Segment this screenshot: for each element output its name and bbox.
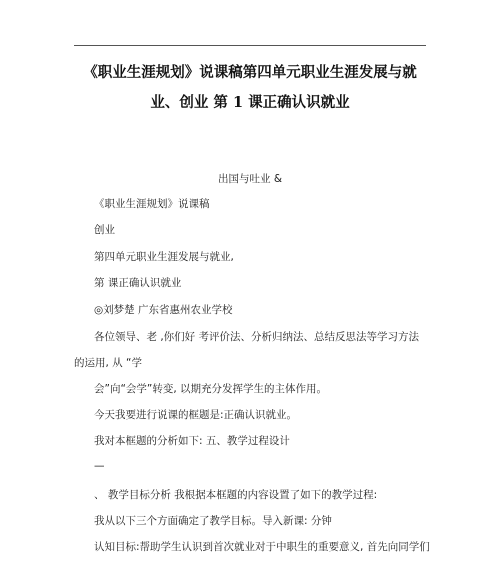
document-title bbox=[74, 58, 426, 118]
paragraph-learning-shift: 会”向“会学”转变, 以期充分发挥学生的主体作用。 bbox=[94, 383, 327, 395]
paragraph-analysis: 我对本框题的分析如下: 五、教学过程设计 bbox=[94, 435, 290, 447]
section-subheading: 出国与吐业 & bbox=[217, 173, 283, 185]
paragraph-three-aspects: 我从以下三个方面确定了教学目标。导入新课: 分钟 bbox=[94, 515, 332, 527]
title-line-2: 业、创业 第 1 课正确认识就业 bbox=[150, 94, 350, 111]
header-rule bbox=[74, 45, 426, 46]
paragraph-course-title: 《职业生涯规划》说课稿 bbox=[94, 198, 210, 210]
title-line-1: 《职业生涯规划》说课稿第四单元职业生涯发展与就 bbox=[83, 64, 417, 81]
paragraph-dash: — bbox=[94, 460, 105, 472]
paragraph-objectives: 、 教学目标分析 我根据本框题的内容设置了如下的教学过程: bbox=[94, 489, 378, 501]
paragraph-unit: 第四单元职业生涯发展与就业, bbox=[94, 251, 234, 263]
paragraph-lesson: 第 课正确认识就业 bbox=[94, 277, 182, 289]
paragraph-entrepreneurship: 创业 bbox=[94, 224, 115, 236]
paragraph-cognitive-goal: 认知目标:帮助学生认识到首次就业对于中职生的重要意义, 首先向同学们 bbox=[94, 541, 430, 553]
paragraph-author: ◎刘梦楚 广东省惠州农业学校 bbox=[94, 304, 233, 316]
paragraph-topic: 今天我要进行说课的框题是:正确认识就业。 bbox=[94, 409, 298, 421]
paragraph-greeting: 各位领导、老 ,你们好 考评价法、分析归纳法、总结反思法等学习方法 bbox=[94, 331, 420, 343]
paragraph-greeting-cont: 的运用, 从 “学 bbox=[74, 357, 142, 369]
